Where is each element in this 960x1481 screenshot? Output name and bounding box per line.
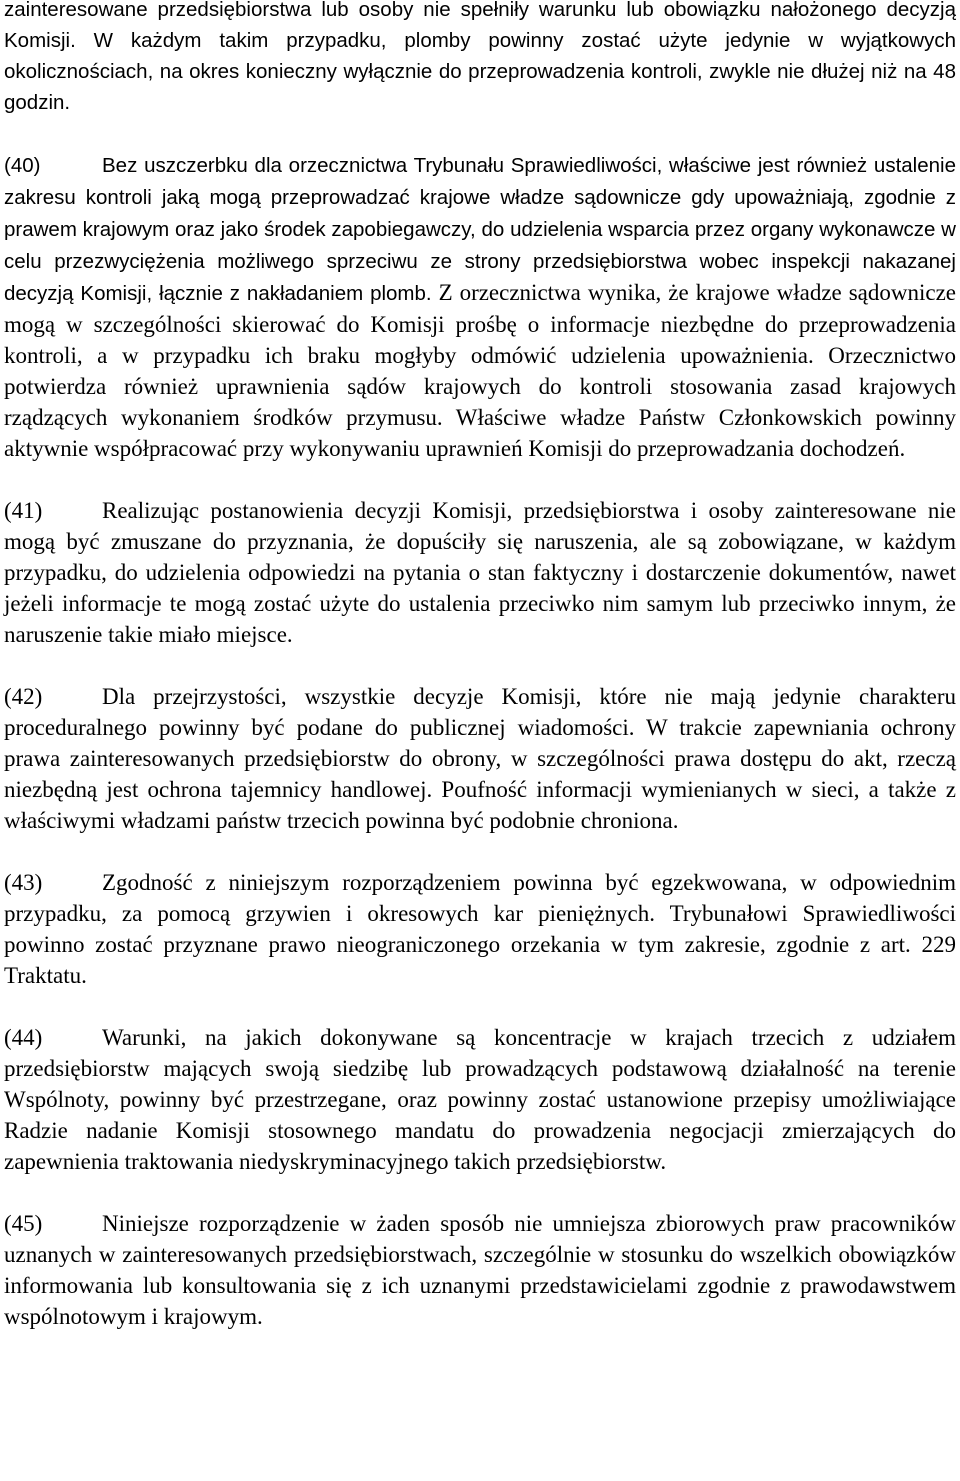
paragraph-45 bbox=[4, 1208, 956, 1332]
paragraph-number: (43) bbox=[4, 870, 43, 895]
document-page bbox=[4, 0, 956, 1363]
paragraph-number: (45) bbox=[4, 1211, 43, 1236]
paragraph-text: Dla przejrzystości, wszystkie decyzje Komisji, które nie mają jedynie charakteru proceduralnego powinny być podane do publicznej wiadomości. W trakcie zapewniania ochrony prawa zainteresowanych przedsiębiorstw do obrony, w szczególności prawa dostępu do akt, rzeczą niezbędną jest ochrona tajemnicy handlowej. Poufność informacji wymienianych w sieci, a także z właściwymi władzami państw trzecich powinna być podobnie chroniona. bbox=[4, 684, 956, 833]
paragraph-text: Niniejsze rozporządzenie w żaden sposób nie umniejsza zbiorowych praw pracowników uznanych w zainteresowanych przedsiębiorstwach, szczególnie w stosunku do wszelkich obowiązków informowania lub konsultowania się z ich uznanymi przedstawicielami zgodnie z prawodawstwem wspólnotowym i krajowym. bbox=[4, 1211, 956, 1329]
paragraph-text: Z orzecznictwa wynika, że krajowe władze sądownicze mogą w szczególności skierować do Komisji prośbę o informacje niezbędne do przeprowadzenia kontroli, a w przypadku ich braku mogłyby odmówić udzielenia upoważnienia. Orzecznictwo potwierdza również uprawnienia sądów krajowych do kontroli stosowania zasad krajowych rządzących wykonaniem środków przymusu. Właściwe władze Państw Członkowskich powinny aktywnie współpracować przy wykonywaniu uprawnień Komisji do przeprowadzania dochodzeń. bbox=[4, 280, 956, 461]
paragraph-40 bbox=[4, 149, 956, 464]
paragraph-text: Realizując postanowienia decyzji Komisji, przedsiębiorstwa i osoby zainteresowane nie mogą być zmuszane do przyznania, że dopuściły się naruszenia, ale są zobowiązane, w każdym przypadku, do udzielenia odpowiedzi na pytania o stan faktyczny i dostarczenie dokumentów, nawet jeżeli informacje te mogą zostać użyte do ustalenia przeciwko nim samym lub przeciwko innym, że naruszenie takie miało miejsce. bbox=[4, 498, 956, 647]
paragraph-continuation: zainteresowane przedsiębiorstwa lub osoby nie spełniły warunku lub obowiązku nałożonego decyzją Komisji. W każdym takim przypadku, plomby powinny zostać użyte jedynie w wyjątkowych okolicznościach, na okres konieczny wyłącznie do przeprowadzenia kontroli, zwykle nie dłużej niż na 48 godzin. bbox=[4, 0, 956, 114]
paragraph-text: Warunki, na jakich dokonywane są koncentracje w krajach trzecich z udziałem przedsiębiorstw mających swoją siedzibę lub prowadzących podstawową działalność na terenie Wspólnoty, powinny być przestrzegane, oraz powinny zostać ustanowione przepisy umożliwiające Radzie nadanie Komisji stosownego mandatu do prowadzenia negocjacji zmierzających do zapewnienia traktowania niedyskryminacyjnego takich przedsiębiorstw. bbox=[4, 1025, 956, 1174]
paragraph-43 bbox=[4, 867, 956, 991]
paragraph-number: (41) bbox=[4, 498, 43, 523]
paragraph-42 bbox=[4, 681, 956, 836]
paragraph-44 bbox=[4, 1022, 956, 1177]
paragraph-number: (40) bbox=[4, 154, 41, 177]
paragraph-number: (42) bbox=[4, 684, 43, 709]
paragraph-number: (44) bbox=[4, 1025, 43, 1050]
paragraph-41 bbox=[4, 495, 956, 650]
paragraph-text-sans: Bez uszczerbku dla orzecznictwa Trybunału Sprawiedliwości, właściwe jest również ustalenie zakresu kontroli jaką mogą przeprowadzać krajowe władze sądownicze gdy upoważniają, zgodnie z prawem krajowym oraz jako środek zapobiegawczy, do udzielenia wsparcia przez organy wykonawcze w celu przezwyciężenia możliwego sprzeciwu ze strony przedsiębiorstwa wobec inspekcji nakazanej decyzją Komisji, łącznie z nakładaniem plomb. bbox=[4, 154, 956, 305]
paragraph-text: Zgodność z niniejszym rozporządzeniem powinna być egzekwowana, w odpowiednim przypadku, za pomocą grzywien i okresowych kar pieniężnych. Trybunałowi Sprawiedliwości powinno zostać przyznane prawo nieograniczonego orzekania w tym zakresie, zgodnie z art. 229 Traktatu. bbox=[4, 870, 956, 988]
